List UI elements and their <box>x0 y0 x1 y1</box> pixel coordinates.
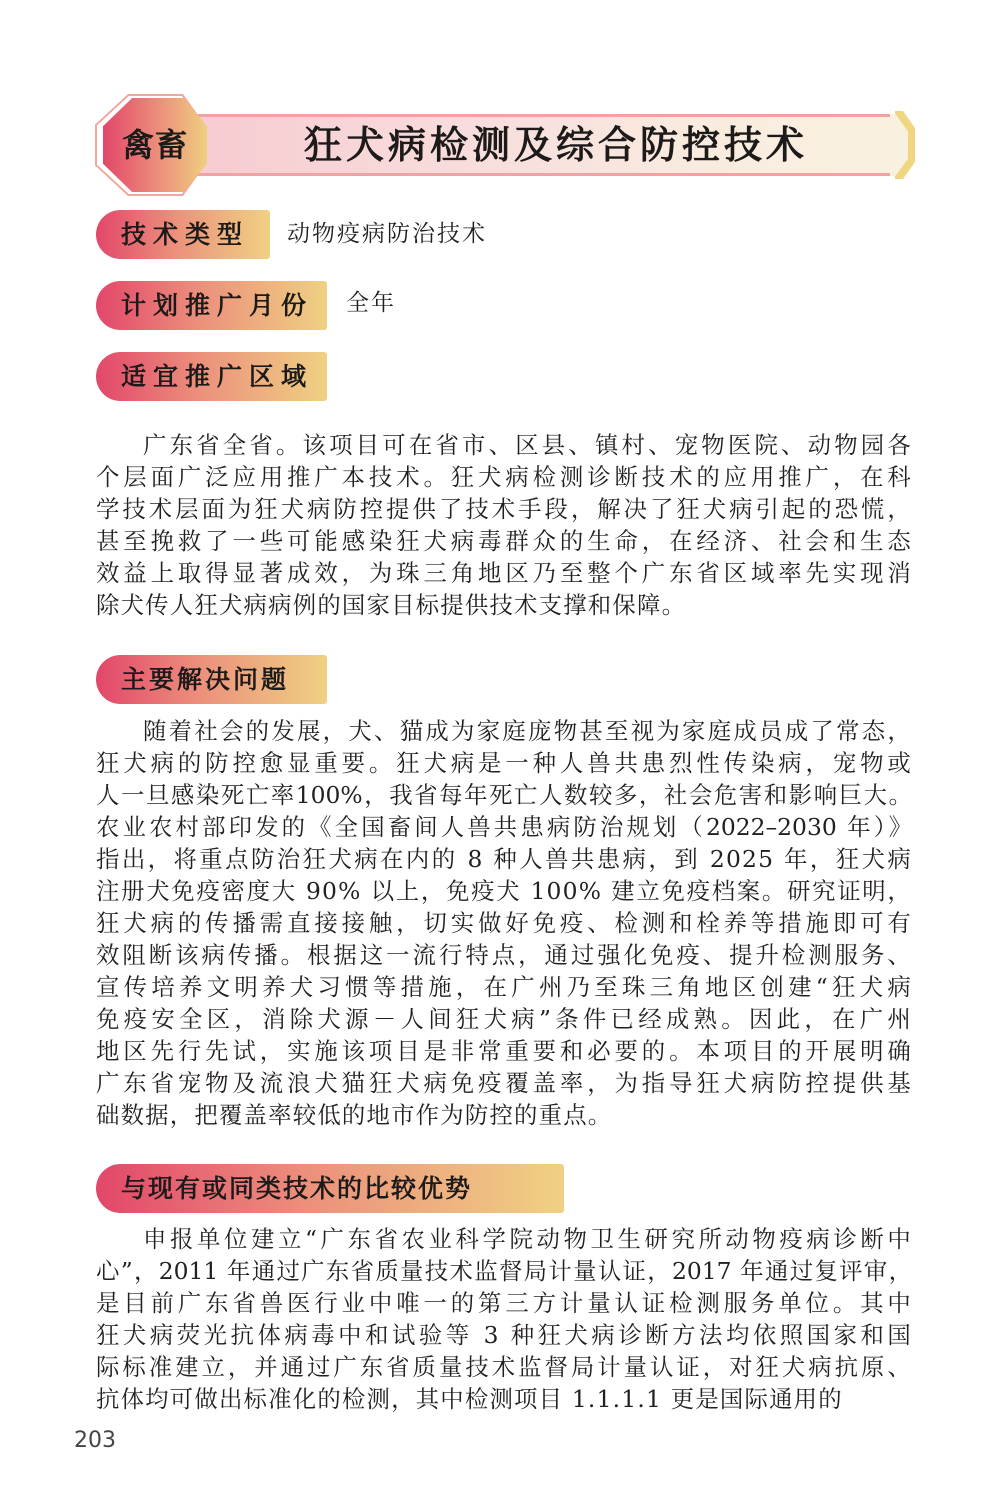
region-paragraph <box>96 429 912 621</box>
text-line: 地区先行先试，实施该项目是非常重要和必要的。本项目的开展明确 <box>96 1037 912 1065</box>
page-number: 203 <box>74 1428 116 1453</box>
text-line: 狂犬病的防控愈显重要。狂犬病是一种人兽共患烈性传染病，宠物或 <box>96 749 912 777</box>
field-label-tech-type: 技术类型 <box>96 210 270 259</box>
text-line: 心”，2011 年通过广东省质量技术监督局计量认证，2017 年通过复评审， <box>96 1257 912 1285</box>
title-banner <box>95 94 917 196</box>
text-line: 抗体均可做出标准化的检测，其中检测项目 1.1.1.1 更是国际通用的 <box>96 1385 843 1413</box>
text-line: 农业农村部印发的《全国畜间人兽共患病防治规划（2022–2030 年）》 <box>96 813 912 841</box>
text-line: 人一旦感染死亡率100%，我省每年死亡人数较多，社会危害和影响巨大。 <box>96 781 912 809</box>
section-heading-region: 适宜推广区域 <box>96 352 327 401</box>
text-line: 指出，将重点防治狂犬病在内的 8 种人兽共患病，到 2025 年，狂犬病 <box>96 845 912 873</box>
text-line: 学技术层面为狂犬病防控提供了技术手段，解决了狂犬病引起的恐慌， <box>96 495 912 523</box>
text-line: 效阻断该病传播。根据这一流行特点，通过强化免疫、提升检测服务、 <box>96 941 912 969</box>
text-line: 申报单位建立“广东省农业科学院动物卫生研究所动物疫病诊断中 <box>143 1225 912 1253</box>
text-line: 效益上取得显著成效，为珠三角地区乃至整个广东省区域率先实现消 <box>96 559 912 587</box>
text-line: 个层面广泛应用推广本技术。狂犬病检测诊断技术的应用推广，在科 <box>96 463 912 491</box>
text-line: 甚至挽救了一些可能感染狂犬病毒群众的生命，在经济、社会和生态 <box>96 527 912 555</box>
text-line: 际标准建立，并通过广东省质量技术监督局计量认证，对狂犬病抗原、 <box>96 1353 912 1381</box>
advantages-paragraph <box>96 1223 912 1415</box>
text-line: 础数据，把覆盖率较低的地市作为防控的重点。 <box>96 1101 613 1129</box>
text-line: 宣传培养文明养犬习惯等措施，在广州乃至珠三角地区创建“狂犬病 <box>96 973 912 1001</box>
field-value-promotion-month: 全年 <box>346 290 396 316</box>
text-line: 免疫安全区，消除犬源－人间狂犬病”条件已经成熟。因此，在广州 <box>96 1005 912 1033</box>
problems-paragraph <box>96 715 912 1131</box>
field-label-promotion-month: 计划推广月份 <box>96 281 327 330</box>
text-line: 广东省宠物及流浪犬猫狂犬病免疫覆盖率，为指导狂犬病防控提供基 <box>96 1069 912 1097</box>
text-line: 注册犬免疫密度大 90% 以上，免疫犬 100% 建立免疫档案。研究证明， <box>96 877 912 905</box>
section-heading-advantages: 与现有或同类技术的比较优势 <box>96 1164 564 1213</box>
text-line: 随着社会的发展，犬、猫成为家庭庞物甚至视为家庭成员成了常态， <box>143 717 912 745</box>
text-line: 狂犬病荧光抗体病毒中和试验等 3 种狂犬病诊断方法均依照国家和国 <box>96 1321 912 1349</box>
field-value-tech-type: 动物疫病防治技术 <box>287 221 487 247</box>
section-heading-problems: 主要解决问题 <box>96 655 327 704</box>
text-line: 除犬传人狂犬病病例的国家目标提供技术支撑和保障。 <box>96 591 687 619</box>
text-line: 广东省全省。该项目可在省市、区县、镇村、宠物医院、动物园各 <box>143 431 912 459</box>
page-title: 狂犬病检测及综合防控技术 <box>303 123 808 167</box>
text-line: 狂犬病的传播需直接接触，切实做好免疫、检测和栓养等措施即可有 <box>96 909 912 937</box>
category-badge: 禽畜 <box>121 126 188 164</box>
text-line: 是目前广东省兽医行业中唯一的第三方计量认证检测服务单位。其中 <box>96 1289 912 1317</box>
